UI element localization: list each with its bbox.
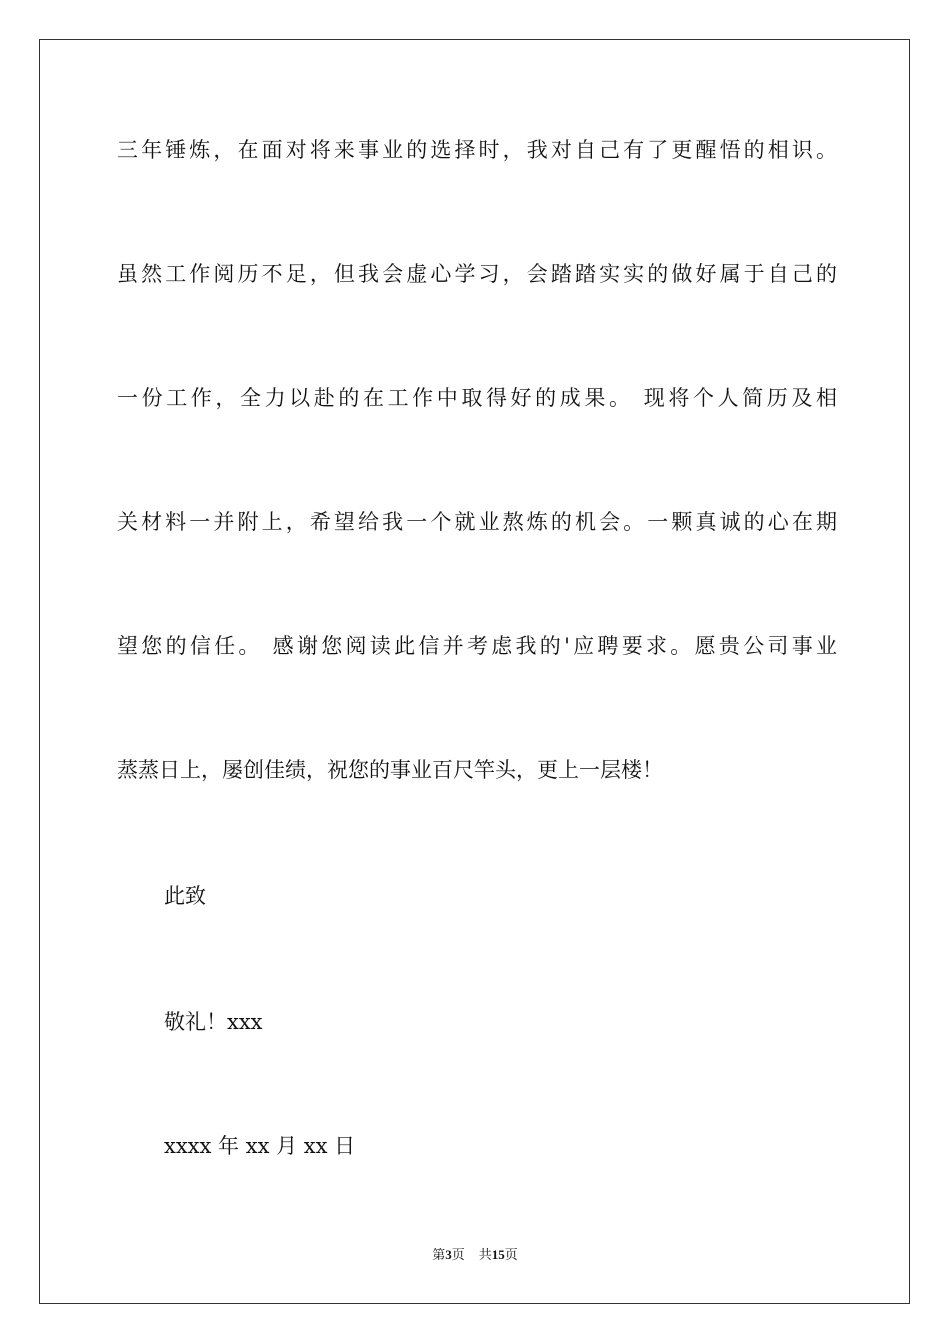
salutation-text: 此致 [164,884,206,908]
paragraph-line-6: 蒸蒸日上，屡创佳绩，祝您的事业百尺竿头，更上一层楼！ [117,758,663,782]
total-prefix: 共 [478,1247,492,1262]
page-border [39,39,910,1304]
page-current-number: 3 [445,1247,452,1262]
paragraph-line-3: 一份工作，全力以赴的在工作中取得好的成果。 现将个人简历及相 [117,386,837,410]
page-total-number: 15 [491,1247,505,1262]
page-suffix: 页 [451,1247,465,1262]
paragraph-line-4: 关材料一并附上，希望给我一个就业熬炼的机会。一颗真诚的心在期 [117,510,837,534]
page-footer [0,1246,950,1264]
paragraph-line-1: 三年锤炼，在面对将来事业的选择时，我对自己有了更醒悟的相识。 [117,138,837,162]
page-prefix: 第 [432,1247,446,1262]
paragraph-line-5: 望您的信任。 感谢您阅读此信并考虑我的'应聘要求。愿贵公司事业 [117,634,837,658]
paragraph-line-2: 虽然工作阅历不足，但我会虚心学习，会踏踏实实的做好属于自己的 [117,262,837,286]
date-text: xxxx 年 xx 月 xx 日 [164,1134,356,1158]
regards-signature-text: 敬礼！xxx [164,1010,263,1034]
total-suffix: 页 [504,1247,518,1262]
